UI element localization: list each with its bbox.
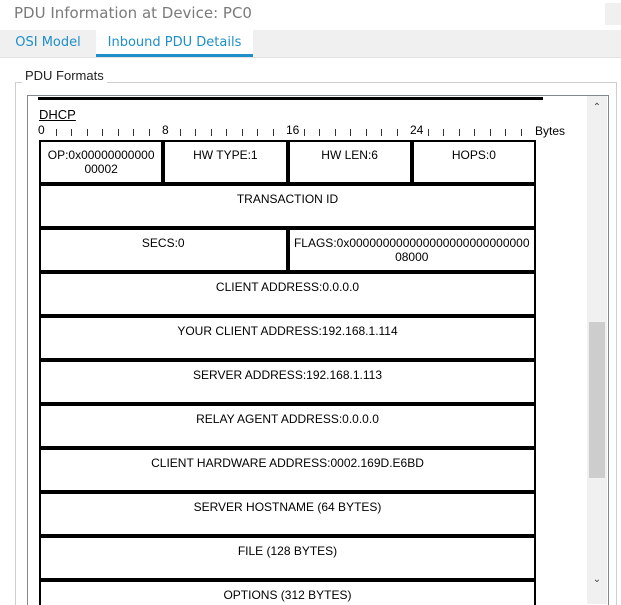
pdu-row — [39, 184, 536, 228]
ruler-tick — [211, 129, 212, 136]
ruler-tick — [397, 129, 398, 136]
ruler-label: 24 — [410, 123, 424, 137]
ruler-tick — [505, 129, 506, 136]
pdu-field: HOPS:0 — [412, 140, 536, 184]
ruler-tick — [195, 129, 196, 136]
ruler-tick — [350, 129, 351, 136]
tab-osi-model[interactable]: OSI Model — [0, 30, 96, 55]
ruler-tick — [335, 129, 336, 136]
pdu-row — [39, 272, 536, 316]
ruler-tick — [87, 129, 88, 136]
pdu-field: OP:0x0000000000000002 — [39, 140, 163, 184]
ruler-tick — [443, 129, 444, 136]
ruler-tick — [474, 129, 475, 136]
pdu-viewport — [27, 95, 609, 605]
pdu-row — [39, 448, 536, 492]
ruler-tick — [319, 129, 320, 136]
pdu-frame — [39, 140, 536, 605]
ruler-tick — [71, 129, 72, 136]
pdu-row — [39, 140, 536, 184]
ruler-tick — [257, 129, 258, 136]
ruler-tick — [149, 129, 150, 136]
frame-top-border — [38, 97, 543, 100]
ruler-tick — [56, 129, 57, 136]
title-bar — [0, 0, 621, 30]
ruler-unit: Bytes — [535, 124, 566, 138]
ruler-tick — [490, 129, 491, 136]
pdu-row — [39, 228, 536, 272]
tab-bar — [0, 30, 621, 58]
ruler-tick — [226, 129, 227, 136]
pdu-field: TRANSACTION ID — [39, 184, 536, 228]
scrollbar-thumb[interactable] — [589, 322, 605, 478]
pdu-field: OPTIONS (312 BYTES) — [39, 580, 536, 605]
ruler-tick — [304, 129, 305, 136]
bit-ruler — [38, 122, 598, 138]
ruler-tick — [133, 129, 134, 136]
pdu-row — [39, 360, 536, 404]
ruler-label: 0 — [38, 123, 45, 137]
pdu-field: FILE (128 BYTES) — [39, 536, 536, 580]
ruler-tick — [521, 129, 522, 136]
pdu-formats-label: PDU Formats — [22, 68, 107, 83]
scroll-up-icon[interactable]: ⌃ — [592, 102, 602, 113]
ruler-tick — [366, 129, 367, 136]
ruler-tick — [180, 129, 181, 136]
scroll-down-icon[interactable]: ⌄ — [592, 574, 602, 585]
pdu-row — [39, 580, 536, 605]
pdu-field: CLIENT ADDRESS:0.0.0.0 — [39, 272, 536, 316]
ruler-tick — [102, 129, 103, 136]
pdu-field: SECS:0 — [39, 228, 288, 272]
ruler-tick — [381, 129, 382, 136]
pdu-field: SERVER HOSTNAME (64 BYTES) — [39, 492, 536, 536]
ruler-tick — [118, 129, 119, 136]
ruler-tick — [273, 129, 274, 136]
pdu-field: CLIENT HARDWARE ADDRESS:0002.169D.E6BD — [39, 448, 536, 492]
pdu-field: FLAGS:0x00000000000000000000000000008000 — [288, 228, 537, 272]
pdu-field: YOUR CLIENT ADDRESS:192.168.1.114 — [39, 316, 536, 360]
protocol-name: DHCP — [39, 107, 76, 122]
vertical-scrollbar[interactable] — [587, 96, 607, 604]
ruler-tick — [242, 129, 243, 136]
pdu-field: HW LEN:6 — [288, 140, 412, 184]
window-title: PDU Information at Device: PC0 — [14, 4, 252, 22]
ruler-label: 8 — [162, 123, 169, 137]
tab-inbound-pdu-details[interactable]: Inbound PDU Details — [96, 30, 253, 57]
pdu-field: RELAY AGENT ADDRESS:0.0.0.0 — [39, 404, 536, 448]
pdu-field: HW TYPE:1 — [163, 140, 287, 184]
pdu-row — [39, 536, 536, 580]
pdu-field: SERVER ADDRESS:192.168.1.113 — [39, 360, 536, 404]
ruler-label: 16 — [286, 123, 300, 137]
ruler-tick — [428, 129, 429, 136]
pdu-row — [39, 404, 536, 448]
pdu-row — [39, 492, 536, 536]
pdu-row — [39, 316, 536, 360]
window-control-button[interactable] — [605, 3, 621, 25]
ruler-tick — [459, 129, 460, 136]
